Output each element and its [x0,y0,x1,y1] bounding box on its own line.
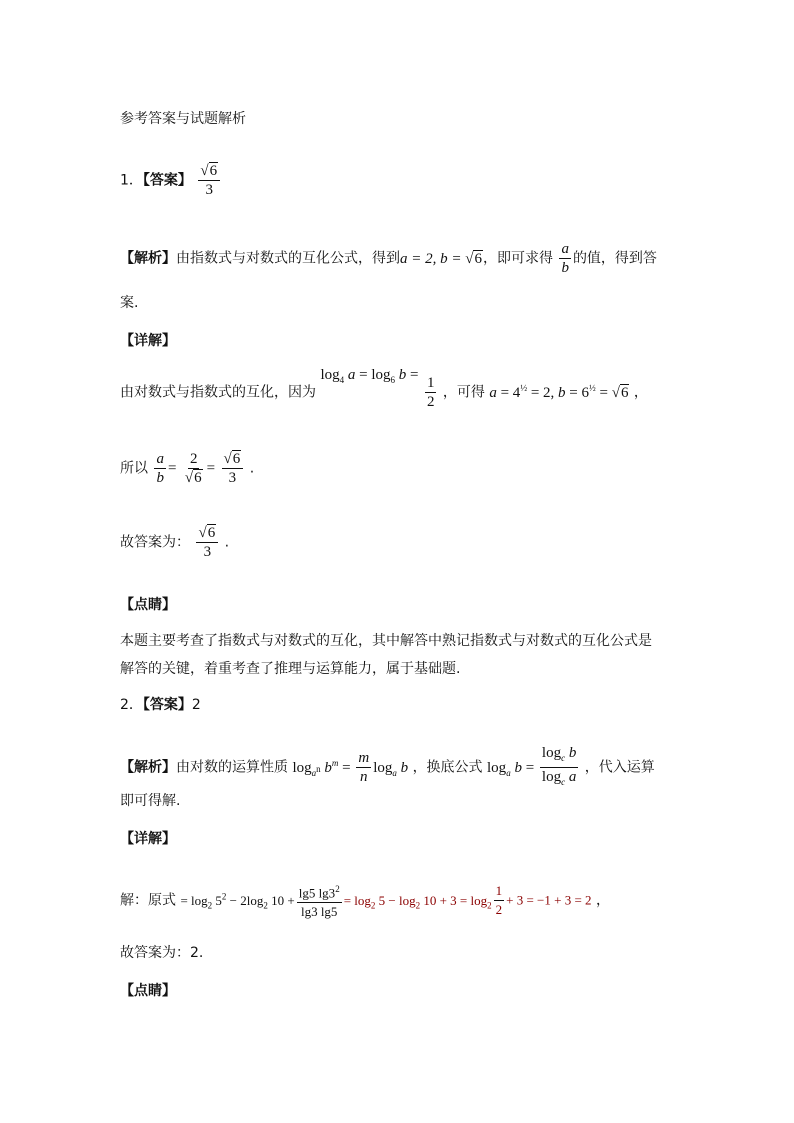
q2-log-property: $\log_{a^n} b^m$ = [292,757,355,778]
q2-answer-tag: 【答案】 [142,697,192,713]
q1-analysis-text-b: ，即可求得 [482,250,553,267]
q2-analysis-text-b: ，换底公式 [412,759,483,776]
q1-so-root6-over-3: $\frac{√6}{3}$ [222,450,244,487]
q2-result-half: $\frac{1}{2}$ [495,883,503,918]
q2-analysis-line: 【解析】由对数的运算性质 $\log_{a^n} b^m$ = $\frac{m}{n}$ $\log_a b$ ，换底公式 $\log_a b$ = $\frac{\log_c b}{\log_c a}$ ，代入运算 [120,744,655,791]
q2-detail-line: 解：原式 = $\log_2 5^2 - 2\log_2$ 10 + $\frac{\lg 5 \lg 3^2}{\lg 3 \lg 5}$ = $\log_2 5 - \log_2 10 + 3 = \log_2$ $\frac{1}{2}$ + 3 = −1 + 3 = 2 ， [120,880,610,921]
q1-analysis-text-a: 由指数式与对数式的互化公式，得到 [176,250,400,267]
q1-final-text: 故答案为： [120,534,190,551]
q1-final-fraction: $\frac{√6}{3}$ [196,524,218,561]
q1-detail-text-b: ，可得 [442,384,485,401]
q1-answer-fraction: $\frac{√6}{3}$ [198,162,220,199]
q1-analysis-cont: 案. [120,295,139,311]
page-title: 参考答案与试题解析 [120,111,246,127]
q1-half: $\frac{1}{2}$ [426,375,435,410]
q2-answer-value: 2 [191,697,201,713]
q1-so-text: 所以 [120,460,148,477]
q1-point-line2: 解答的关键，着重考查了推理与运算能力，属于基础题. [120,661,461,677]
q1-analysis-line [120,240,657,277]
q1-a-over-b: $\frac{a}{b}$ [561,241,569,276]
q2-final-line: 故答案为：2. [120,945,204,961]
q1-so-two-over-root6: $\frac{2}{√6}$ [184,451,202,486]
q1-so-end: . [249,460,255,477]
q2-analysis-text-a: 由对数的运算性质 [176,759,288,776]
q1-detail-line [120,366,648,411]
q1-point-line1: 本题主要考查了指数式与对数式的互化，其中解答中熟记指数式与对数式的互化公式是 [120,633,652,649]
q2-analysis-tag: 【解析】 [120,759,176,776]
q2-expression: = $\log_2 5^2 - 2\log_2$ 10 + [180,891,295,911]
q1-answer-tag: 【答案】 [142,172,192,189]
q1-number: 1． [120,172,143,189]
q2-point-tag: 【点睛】 [120,983,176,999]
q2-detail-tag: 【详解】 [120,831,176,847]
q1-analysis-math: a = 2, b = √6 [400,250,482,267]
q2-analysis-cont: 即可得解. [120,793,181,809]
q1-detail-text-c: ， [633,384,648,401]
q2-change-of-base: $\log_a b$ = [487,759,538,778]
q2-number: 2． [120,697,143,713]
q2-detail-end: ， [596,892,610,909]
q1-detail-tag: 【详解】 [120,333,176,349]
q2-answer-line [120,694,201,714]
q1-answer-line [120,162,222,199]
q1-point-tag: 【点睛】 [120,597,176,613]
q1-log-equation: $\log_4 a = \log_6 b$ = [320,366,419,385]
q2-m-over-n: $\frac{m}{n}$ [358,750,370,785]
q1-power-equation: $a = 4^{\frac{1}{2}} = 2$, $b = 6^{\frac{1}{2}} = √6$ [489,382,629,401]
q2-analysis-text-c: ，代入运算 [584,759,655,776]
q1-detail-text-a: 由对数式与指数式的互化，因为 [120,384,316,401]
q1-final-end: . [224,534,230,551]
q2-detail-prefix: 解：原式 [120,892,176,909]
q1-analysis-tag: 【解析】 [120,250,176,267]
q2-change-of-base-fraction: $\frac{\log_c b}{\log_c a}$ [541,745,577,787]
q1-so-line: 所以 $\frac{a}{b}$ = $\frac{2}{√6}$ = $\frac{√6}{3}$ . [120,451,255,486]
q1-analysis-text-c: 的值，得到答 [572,250,657,267]
q2-expression-result: = $\log_2 5 - \log_2 10 + 3 = \log_2$ [343,892,492,911]
q1-final-line [120,524,229,561]
q1-so-a-over-b: $\frac{a}{b}$ [156,451,164,486]
q2-expression-fraction: $\frac{\lg 5 \lg 3^2}{\lg 3 \lg 5}$ [297,880,342,921]
